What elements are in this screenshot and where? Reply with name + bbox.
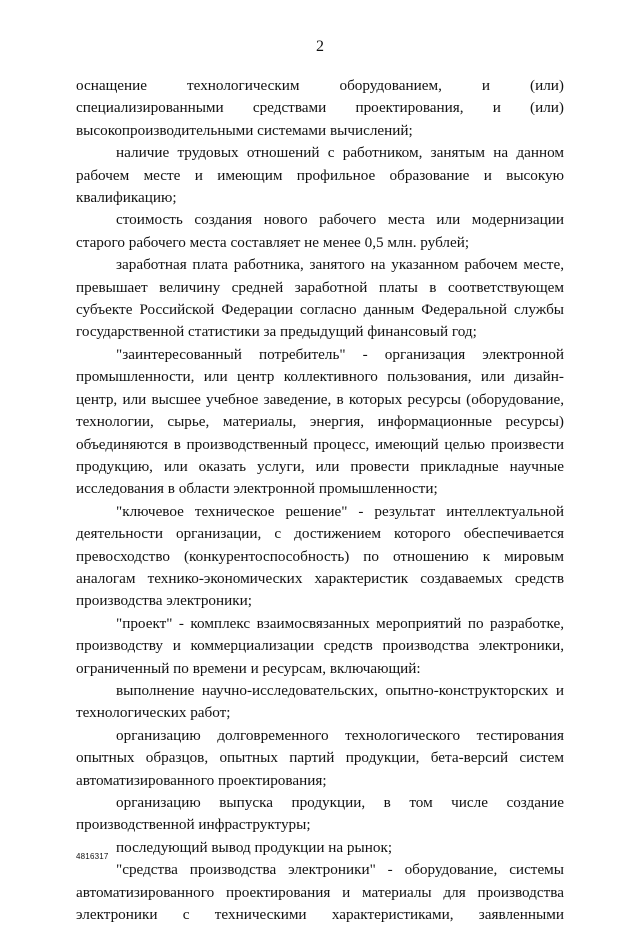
page-number: 2 — [316, 38, 324, 55]
document-code: 4816317 — [76, 852, 109, 861]
document-body — [76, 75, 564, 926]
paragraph-equipment-continuation: оснащение технологическим оборудованием, и (или) специализированными средствами проектирования, и (или) высокопроизводительными системами вычислений; — [76, 77, 564, 139]
paragraph-electronics-production-means: "средства производства электроники" - оборудование, системы автоматизированного проектирования и материалы для производства электроники с техническими характеристиками, заявленными — [76, 861, 564, 924]
paragraph-long-term-testing: организацию долговременного технологического тестирования опытных образцов, опытных партий продукции, бета-версий систем автоматизированного проектирования; — [76, 726, 564, 789]
paragraph-market-launch: последующий вывод продукции на рынок; — [116, 838, 393, 856]
paragraph-research-work: выполнение научно-исследовательских, опытно-конструкторских и технологических работ; — [76, 681, 564, 722]
paragraph-workplace-cost: стоимость создания нового рабочего места или модернизации старого рабочего места составляет не менее 0,5 млн. рублей; — [76, 211, 564, 251]
paragraph-salary: заработная плата работника, занятого на указанном рабочем месте, превышает величину средней заработной платы в соответствующем субъекте Российской Федерации согласно данным Федеральной службы государственной статистики за предыдущий финансовый год; — [76, 256, 564, 341]
paragraph-project: "проект" - комплекс взаимосвязанных мероприятий по разработке, производству и коммерциализации средств производства электроники, ограниченный по времени и ресурсам, включающий: — [76, 614, 564, 677]
paragraph-interested-consumer: "заинтересованный потребитель" - организация электронной промышленности, или центр коллективного пользования, или дизайн-центр, или высшее учебное заведение, в которых ресурсы (оборудование, технологии, сырье, материалы, энергия, информационные ресурсы) объединяются в производственный процесс, имеющий целью произвести продукцию, или оказать услуги, или провести прикладные научные исследования в области электронной промышленности; — [76, 345, 564, 498]
paragraph-key-technical-solution: "ключевое техническое решение" - результат интеллектуальной деятельности организации, с достижением которого обеспечивается превосходство (конкурентоспособность) по отношению к мировым аналогам технико-экономических характеристик создаваемых средств производства электроники; — [76, 502, 564, 610]
paragraph-production-release: организацию выпуска продукции, в том числе создание производственной инфраструктуры; — [76, 794, 564, 834]
paragraph-labor-relations: наличие трудовых отношений с работником, занятым на данном рабочем месте и имеющим профильное образование и высокую квалификацию; — [76, 144, 564, 207]
